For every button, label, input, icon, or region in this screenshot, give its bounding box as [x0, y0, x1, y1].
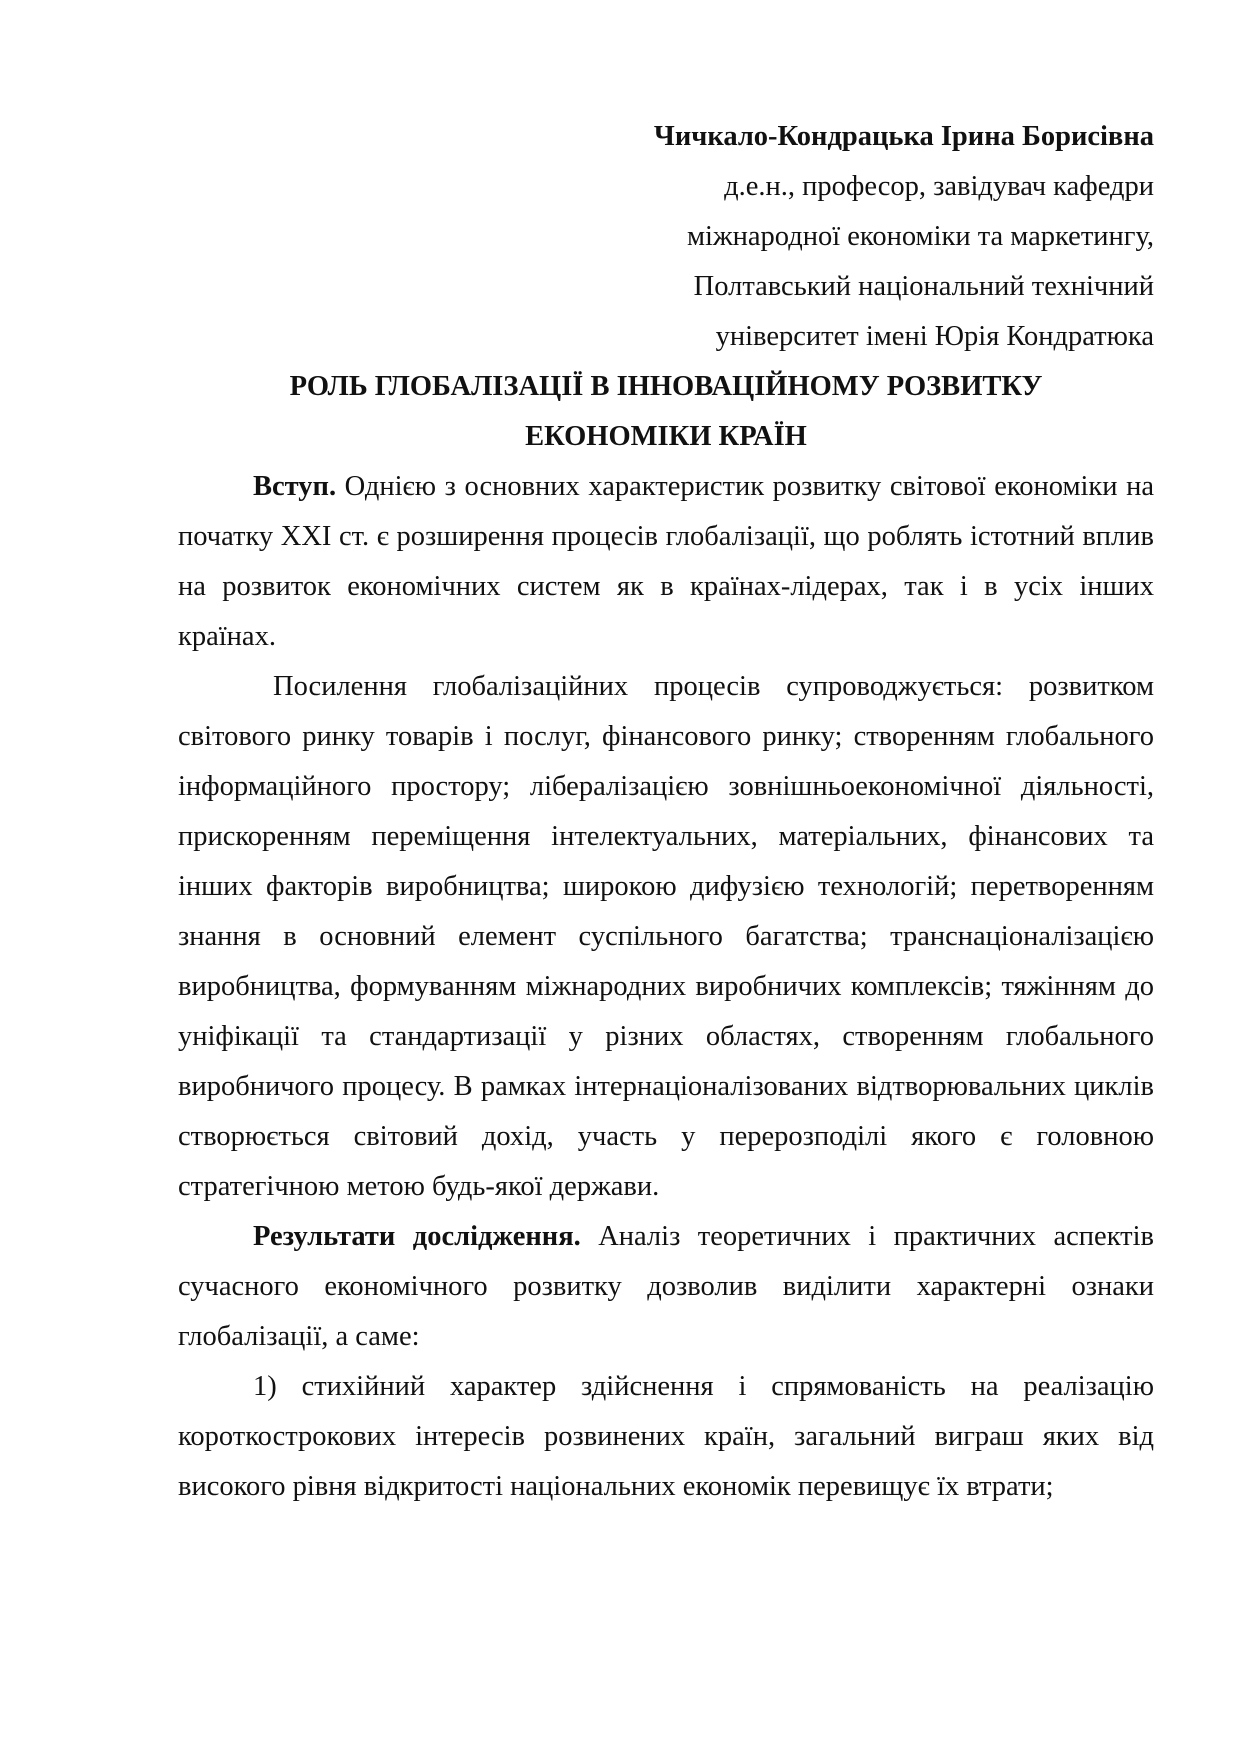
intro-paragraph — [178, 462, 1154, 662]
affiliation-line: міжнародної економіки та маркетингу, — [687, 221, 1154, 252]
results-heading: Результати дослідження. — [253, 1221, 581, 1252]
results-text: Аналіз теоретичних і практичних аспектів сучасного економічного розвитку дозволив виділити характерні ознаки глобалізації, а саме: — [178, 1221, 1154, 1352]
body-paragraph: Посилення глобалізаційних процесів супроводжується: розвитком світового ринку товарів і послуг, фінансового ринку; створенням глобального інформаційного простору; лібералізацією зовнішньоекономічної діяльності, прискоренням переміщення інтелектуальних, матеріальних, фінансових та інших факторів виробництва; широкою дифузією технологій; перетворенням знання в основний елемент суспільного багатства; транснаціоналізацією виробництва, формуванням міжнародних виробничих комплексів; тяжінням до уніфікації та стандартизації у різних областях, створенням глобального виробничого процесу. В рамках інтернаціоналізованих відтворювальних циклів створюється світовий дохід, участь у перерозподілі якого є головною стратегічною метою будь-якої держави. — [178, 671, 1154, 1202]
affiliation-line: Полтавський національний технічний — [693, 271, 1154, 302]
author-block — [178, 112, 1154, 362]
intro-heading: Вступ. — [253, 471, 337, 502]
title-line: РОЛЬ ГЛОБАЛІЗАЦІЇ В ІННОВАЦІЙНОМУ РОЗВИТКУ — [289, 371, 1043, 402]
author-name: Чичкало-Кондрацька Ірина Борисівна — [653, 121, 1154, 152]
list-item: 1) стихійний характер здійснення і спрямованість на реалізацію короткострокових інтересів розвинених країн, загальний виграш яких від високого рівня відкритості національних економік перевищує їх втрати; — [178, 1371, 1154, 1502]
intro-text: Однією з основних характеристик розвитку світової економіки на початку XXI ст. є розширення процесів глобалізації, що роблять істотний вплив на розвиток економічних систем як в країнах-лідерах, так і в усіх інших країнах. — [178, 471, 1154, 652]
affiliation-line: д.е.н., професор, завідувач кафедри — [724, 171, 1154, 202]
affiliation-line: університет імені Юрія Кондратюка — [715, 321, 1154, 352]
results-paragraph — [178, 1212, 1154, 1362]
title-line: ЕКОНОМІКИ КРАЇН — [525, 421, 807, 452]
page-content — [178, 112, 1154, 1512]
paper-title — [178, 362, 1154, 462]
